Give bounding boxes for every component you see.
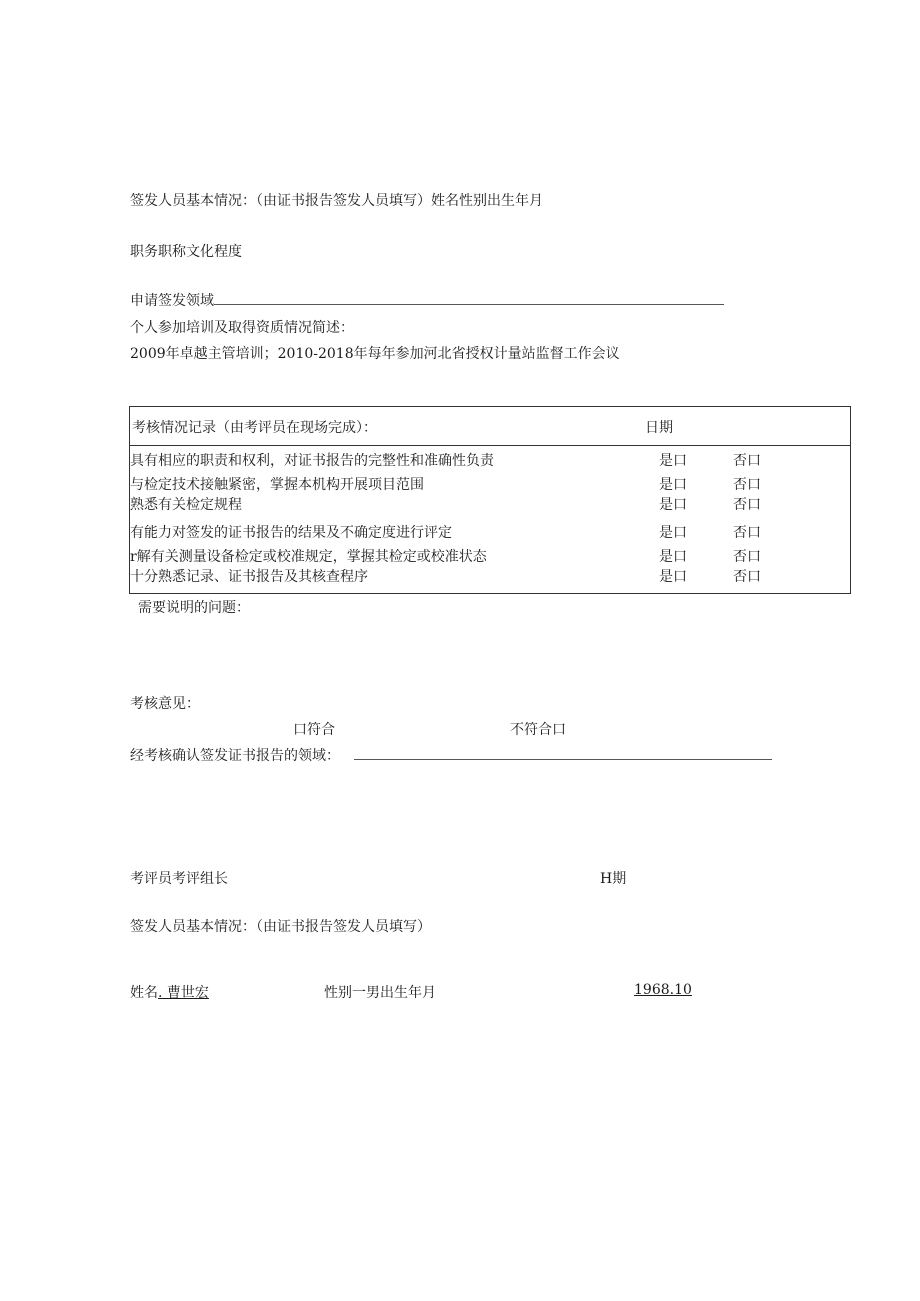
assessment-yes-box[interactable]: 是口 <box>659 569 687 585</box>
assessment-title: 考核情况记录（由考评员在现场完成）： <box>132 420 377 436</box>
apply-field-row <box>130 290 724 310</box>
section2-header: 签发人员基本情况：（由证书报告签发人员填写） <box>130 919 431 935</box>
assessment-no-box[interactable]: 否口 <box>733 569 761 585</box>
assessment-item: 与检定技术接触紧密，掌握本机构开展项目范围 <box>130 477 424 493</box>
assessment-item: 熟悉有关检定规程 <box>130 497 242 513</box>
assessment-no-box[interactable]: 否口 <box>733 453 761 469</box>
assessment-item: 具有相应的职责和权利，对证书报告的完整性和准确性负责 <box>130 453 494 469</box>
nonconform-option[interactable]: 不符合口 <box>510 722 566 738</box>
apply-field-label: 申请签发领域 <box>130 293 214 309</box>
confirmed-field-blank <box>354 745 772 760</box>
assessment-no-box[interactable]: 否口 <box>733 497 761 513</box>
section1-header: 签发人员基本情况：（由证书报告签发人员填写）姓名性别出生年月 <box>130 193 543 209</box>
notes-label: 需要说明的问题： <box>138 600 250 616</box>
assessment-yes-box[interactable]: 是口 <box>659 549 687 565</box>
assessment-yes-box[interactable]: 是口 <box>659 453 687 469</box>
birth-value: 1968.10 <box>634 982 692 998</box>
position-title-education: 职务职称文化程度 <box>130 244 242 260</box>
assessment-no-box[interactable]: 否口 <box>733 525 761 541</box>
signoff-date-label: H期 <box>600 871 627 887</box>
name-value: . 曹世宏 <box>158 985 209 1001</box>
assessment-item: 有能力对签发的证书报告的结果及不确定度进行评定 <box>130 525 452 541</box>
opinion-label: 考核意见： <box>130 696 200 712</box>
assessment-yes-box[interactable]: 是口 <box>659 477 687 493</box>
assessment-yes-box[interactable]: 是口 <box>659 525 687 541</box>
assessment-table <box>129 406 851 594</box>
confirmed-field-label: 经考核确认签发证书报告的领域： <box>130 748 340 764</box>
confirmed-field-row <box>130 745 772 765</box>
training-text: 2009年卓越主管培训；2010-2018年每年参加河北省授权计量站监督工作会议 <box>130 346 620 362</box>
conform-option[interactable]: 口符合 <box>293 722 335 738</box>
assessor-label: 考评员考评组长 <box>130 871 228 887</box>
assessment-table-header <box>130 407 850 446</box>
training-label: 个人参加培训及取得资质情况简述： <box>130 320 354 336</box>
assessment-no-box[interactable]: 否口 <box>733 477 761 493</box>
name-label: 姓名 <box>130 985 158 1001</box>
apply-field-blank <box>214 290 724 305</box>
assessment-item: 十分熟悉记录、证书报告及其核查程序 <box>130 569 368 585</box>
gender-birth-label: 性别一男出生年月 <box>324 985 436 1001</box>
assessment-yes-box[interactable]: 是口 <box>659 497 687 513</box>
assessment-item: r解有关测量设备检定或校准规定，掌握其检定或校准状态 <box>130 549 487 565</box>
assessment-no-box[interactable]: 否口 <box>733 549 761 565</box>
assessment-date-label: 日期 <box>645 420 673 436</box>
